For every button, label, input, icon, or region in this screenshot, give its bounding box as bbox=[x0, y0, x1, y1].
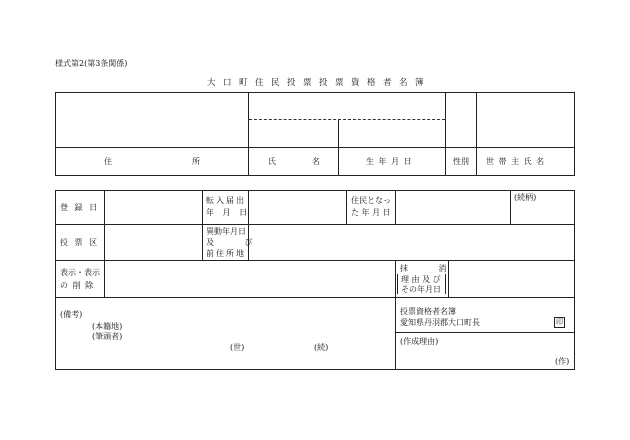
page-title: 大口町住民投票投票資格者名簿 bbox=[207, 78, 432, 88]
label-saku: (作) bbox=[555, 357, 570, 366]
upper-divider-address bbox=[248, 92, 249, 176]
label-erase-3: その年月日 bbox=[401, 285, 441, 294]
label-change-2: 及 び bbox=[206, 238, 267, 247]
upper-table-header-line bbox=[55, 147, 575, 148]
header-address-2: 所 bbox=[192, 157, 200, 166]
label-registration-date: 登 録 日 bbox=[60, 203, 100, 212]
lower-divider-r2-a bbox=[104, 224, 105, 260]
header-name-1: 氏 bbox=[268, 157, 276, 166]
label-zoku: (続) bbox=[314, 343, 329, 352]
upper-dashed-line bbox=[249, 119, 445, 120]
header-name-2: 名 bbox=[312, 157, 320, 166]
header-birthdate: 生 年 月 日 bbox=[366, 157, 413, 166]
label-voting-district: 投 票 区 bbox=[60, 238, 100, 247]
lower-divider-r1-c bbox=[248, 190, 249, 260]
label-hittousha: (筆頭者) bbox=[92, 332, 123, 341]
upper-divider-name bbox=[338, 119, 339, 176]
label-display-1: 表示・表示 bbox=[60, 268, 100, 277]
label-became-resident-2: た 年 月 日 bbox=[351, 208, 391, 217]
lower-row-line-4 bbox=[395, 332, 575, 333]
lower-divider-r3-a bbox=[104, 260, 105, 297]
label-became-resident-1: 住民となっ bbox=[351, 196, 391, 205]
header-address-1: 住 bbox=[104, 157, 112, 166]
header-sex: 性別 bbox=[453, 157, 469, 166]
label-registry-2: 愛知県丹羽郡大口町長 bbox=[400, 318, 480, 327]
lower-row-line-3 bbox=[55, 297, 575, 298]
label-creation-reason: (作成理由) bbox=[400, 337, 439, 346]
label-move-in-1: 転入届出 bbox=[206, 196, 246, 205]
label-display-2: の 削 除 bbox=[60, 281, 95, 290]
label-change-1: 異動年月日 bbox=[206, 227, 246, 236]
label-remarks: (備考) bbox=[60, 310, 83, 319]
label-change-3: 前住所地 bbox=[206, 249, 246, 258]
lower-row-line-1 bbox=[55, 224, 575, 225]
label-relationship: (続柄) bbox=[514, 193, 537, 202]
seal-mark: 印 bbox=[556, 318, 563, 326]
lower-divider-r1-b bbox=[202, 190, 203, 260]
header-household-head: 世 帯 主 氏 名 bbox=[486, 157, 546, 166]
label-registry-1: 投票資格者名簿 bbox=[400, 307, 456, 316]
label-honseki: (本籍地) bbox=[92, 322, 123, 331]
lower-divider-r1-d bbox=[346, 190, 347, 224]
label-erase-2: 理 由 及 び bbox=[401, 275, 441, 284]
lower-divider-r1-e bbox=[395, 190, 396, 224]
label-setai: (世) bbox=[230, 343, 245, 352]
upper-divider-birth bbox=[445, 92, 446, 176]
lower-divider-r4-a bbox=[395, 297, 396, 370]
label-move-in-2: 年 月 日 bbox=[206, 208, 251, 217]
label-erase-1: 抹 消 bbox=[400, 264, 461, 273]
form-label: 様式第2(第3条関係) bbox=[55, 59, 128, 68]
lower-row-line-2 bbox=[55, 260, 575, 261]
lower-divider-r1-a bbox=[104, 190, 105, 224]
upper-divider-sex bbox=[476, 92, 477, 176]
lower-divider-r1-f bbox=[510, 190, 511, 224]
lower-divider-r3-b bbox=[395, 260, 396, 297]
